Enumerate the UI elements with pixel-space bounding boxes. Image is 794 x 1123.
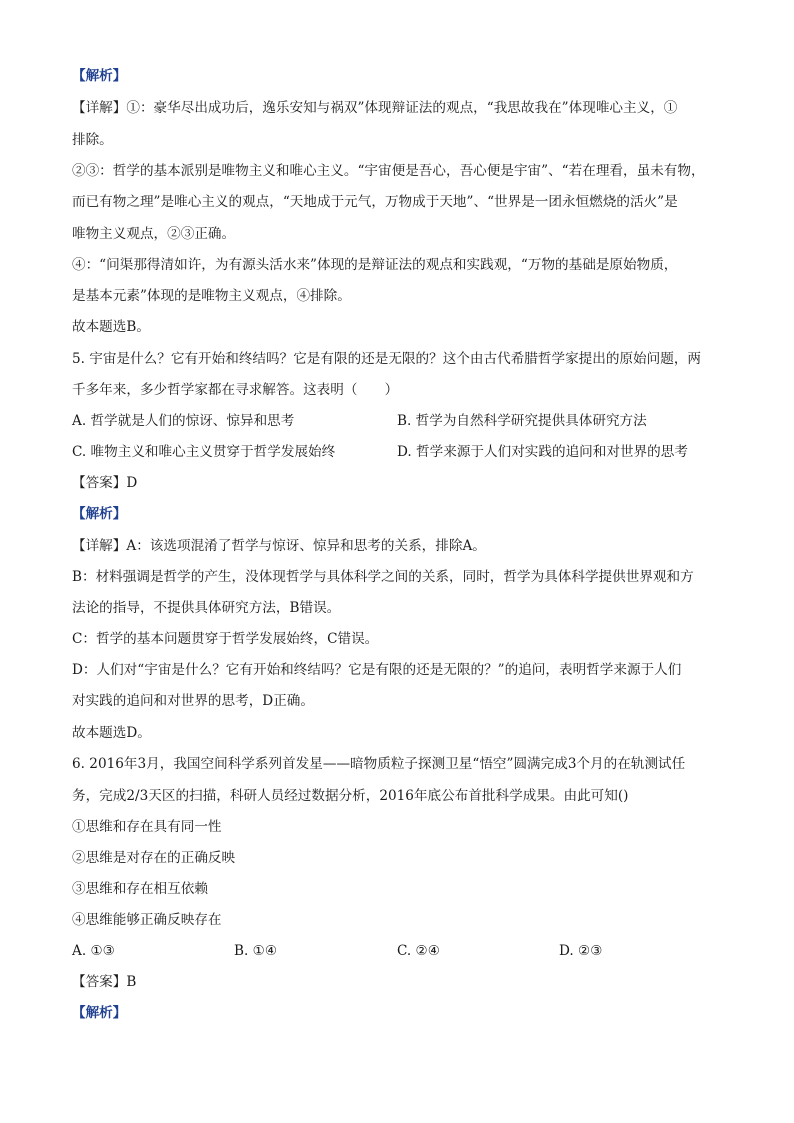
option-d: D. 哲学来源于人们对实践的追问和对世界的思考: [397, 444, 688, 460]
text-line: 故本题选D。: [72, 725, 151, 741]
answer: 【答案】B: [72, 974, 137, 990]
option-a: A. 哲学就是人们的惊讶、惊异和思考: [72, 413, 295, 429]
text-line: ④：“问渠那得清如许，为有源头活水来”体现的是辩证法的观点和实践观，“万物的基础是原始物质，: [72, 257, 678, 273]
option-a: A. ①③: [72, 943, 115, 959]
text-line: 而已有物之理”是唯心主义的观点，“天地成于元气，万物成于天地”、“世界是一团永恒燃烧的活火”是: [72, 194, 678, 210]
text-line: 对实践的追问和对世界的思考，D正确。: [72, 693, 314, 709]
text-line: 【详解】A：该选项混淆了哲学与惊讶、惊异和思考的关系，排除A。: [72, 538, 486, 554]
text-line: 排除。: [72, 132, 113, 148]
text-line: C：哲学的基本问题贯穿于哲学发展始终，C错误。: [72, 631, 379, 647]
statement-1: ①思维和存在具有同一性: [72, 819, 222, 835]
analysis-heading: 【解析】: [72, 506, 127, 522]
text-line: B：材料强调是哲学的产生，没体现哲学与具体科学之间的关系，同时，哲学为具体科学提供世界观和方: [72, 569, 694, 585]
text-line: D：人们对“宇宙是什么？它有开始和终结吗？它是有限的还是无限的？”的追问，表明哲学来源于人们: [72, 662, 682, 678]
option-c: C. ②④: [397, 943, 440, 959]
option-d: D. ②③: [559, 943, 603, 959]
question-6-stem: 6. 2016年3月，我国空间科学系列首发星——暗物质粒子探测卫星“悟空”圆满完成3个月的在轨测试任: [72, 756, 686, 772]
text-line: 是基本元素”体现的是唯物主义观点，④排除。: [72, 288, 351, 304]
option-b: B. ①④: [234, 943, 278, 959]
option-b: B. 哲学为自然科学研究提供具体研究方法: [397, 413, 647, 429]
text-line: 【详解】①：豪华尽出成功后，逸乐安知与祸双”体现辩证法的观点，“我思故我在”体现唯心主义，①: [72, 100, 678, 116]
text-line: ②③：哲学的基本派别是唯物主义和唯心主义。“宇宙便是吾心，吾心便是宇宙”、“若在理看，虽未有物，: [72, 163, 705, 179]
question-6-stem: 务，完成2/3天区的扫描，科研人员经过数据分析，2016年底公布首批科学成果。由此可知(): [72, 788, 629, 804]
text-line: 法论的指导，不提供具体研究方法，B错误。: [72, 600, 341, 616]
text-line: 唯物主义观点，②③正确。: [72, 226, 236, 242]
question-5-stem: 千多年来，多少哲学家都在寻求解答。这表明（ ）: [72, 382, 399, 398]
answer: 【答案】D: [72, 475, 138, 491]
statement-4: ④思维能够正确反映存在: [72, 912, 222, 928]
statement-2: ②思维是对存在的正确反映: [72, 850, 236, 866]
text-line: 故本题选B。: [72, 319, 150, 335]
question-5-stem: 5. 宇宙是什么？它有开始和终结吗？它是有限的还是无限的？这个由古代希腊哲学家提出的原始问题，两: [72, 351, 702, 367]
statement-3: ③思维和存在相互依赖: [72, 881, 208, 897]
analysis-heading: 【解析】: [72, 68, 127, 84]
analysis-heading: 【解析】: [72, 1005, 127, 1021]
option-c: C. 唯物主义和唯心主义贯穿于哲学发展始终: [72, 444, 336, 460]
